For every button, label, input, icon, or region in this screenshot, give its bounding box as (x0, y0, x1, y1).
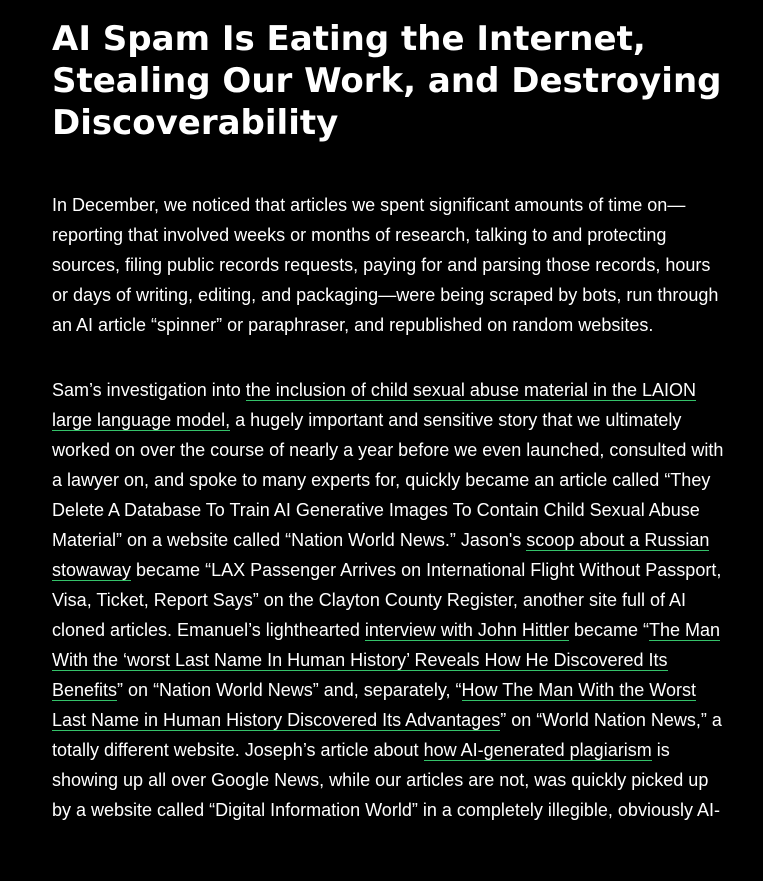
paragraph-examples (52, 375, 728, 825)
paragraph-text: became “LAX Passenger Arrives on International Flight Without Passport, Visa, Ticket, Report Says” on the Clayton County Register, another site full of AI cloned articles. Emanuel’s lighthearted (52, 560, 722, 640)
link-john-hittler-interview[interactable]: interview with John Hittler (364, 620, 569, 640)
paragraph-text: Sam’s investigation into (52, 380, 246, 400)
link-laion-investigation[interactable]: the inclusion of child sexual abuse material in the LAION large language model, (52, 380, 697, 430)
paragraph-intro: In December, we noticed that articles we spent significant amounts of time on—reporting that involved weeks or months of research, talking to and protecting sources, filing public records requests, paying for and parsing those records, hours or days of writing, editing, and packaging—were being scraped by bots, run through an AI article “spinner” or paraphraser, and republished on random websites. (52, 195, 719, 335)
paragraph-text: ” on “Nation World News” and, separately, “ (117, 680, 462, 700)
link-worst-last-name-benefits[interactable]: The Man With the ‘worst Last Name In Human History’ Reveals How He Discovered Its Benefits (52, 620, 721, 700)
paragraph-text: a hugely important and sensitive story that we ultimately worked on over the course of nearly a year before we even launched, consulted with a lawyer on, and spoke to many experts for, quickly became an article called “They Delete A Database To Train AI Generative Images To Contain Child Sexual Abuse Material” on a website called “Nation World News.” Jason's (52, 410, 724, 550)
paragraph-text: ” on “World Nation News,” a totally different website. Joseph’s article about (52, 710, 722, 760)
article-title: AI Spam Is Eating the Internet, Stealing Our Work, and Destroying Discoverability (52, 19, 722, 143)
link-ai-plagiarism[interactable]: how AI-generated plagiarism (423, 740, 652, 760)
paragraph-text: became “ (568, 620, 649, 640)
link-worst-last-name-advantages[interactable]: How The Man With the Worst Last Name in Human History Discovered Its Advantages (52, 680, 696, 730)
link-russian-stowaway[interactable]: scoop about a Russian stowaway (52, 530, 710, 580)
paragraph-text: is showing up all over Google News, while our articles are not, was quickly picked up by a website called “Digital Information World” in a completely illegible, obviously AI- (52, 740, 720, 820)
article (52, 18, 728, 860)
